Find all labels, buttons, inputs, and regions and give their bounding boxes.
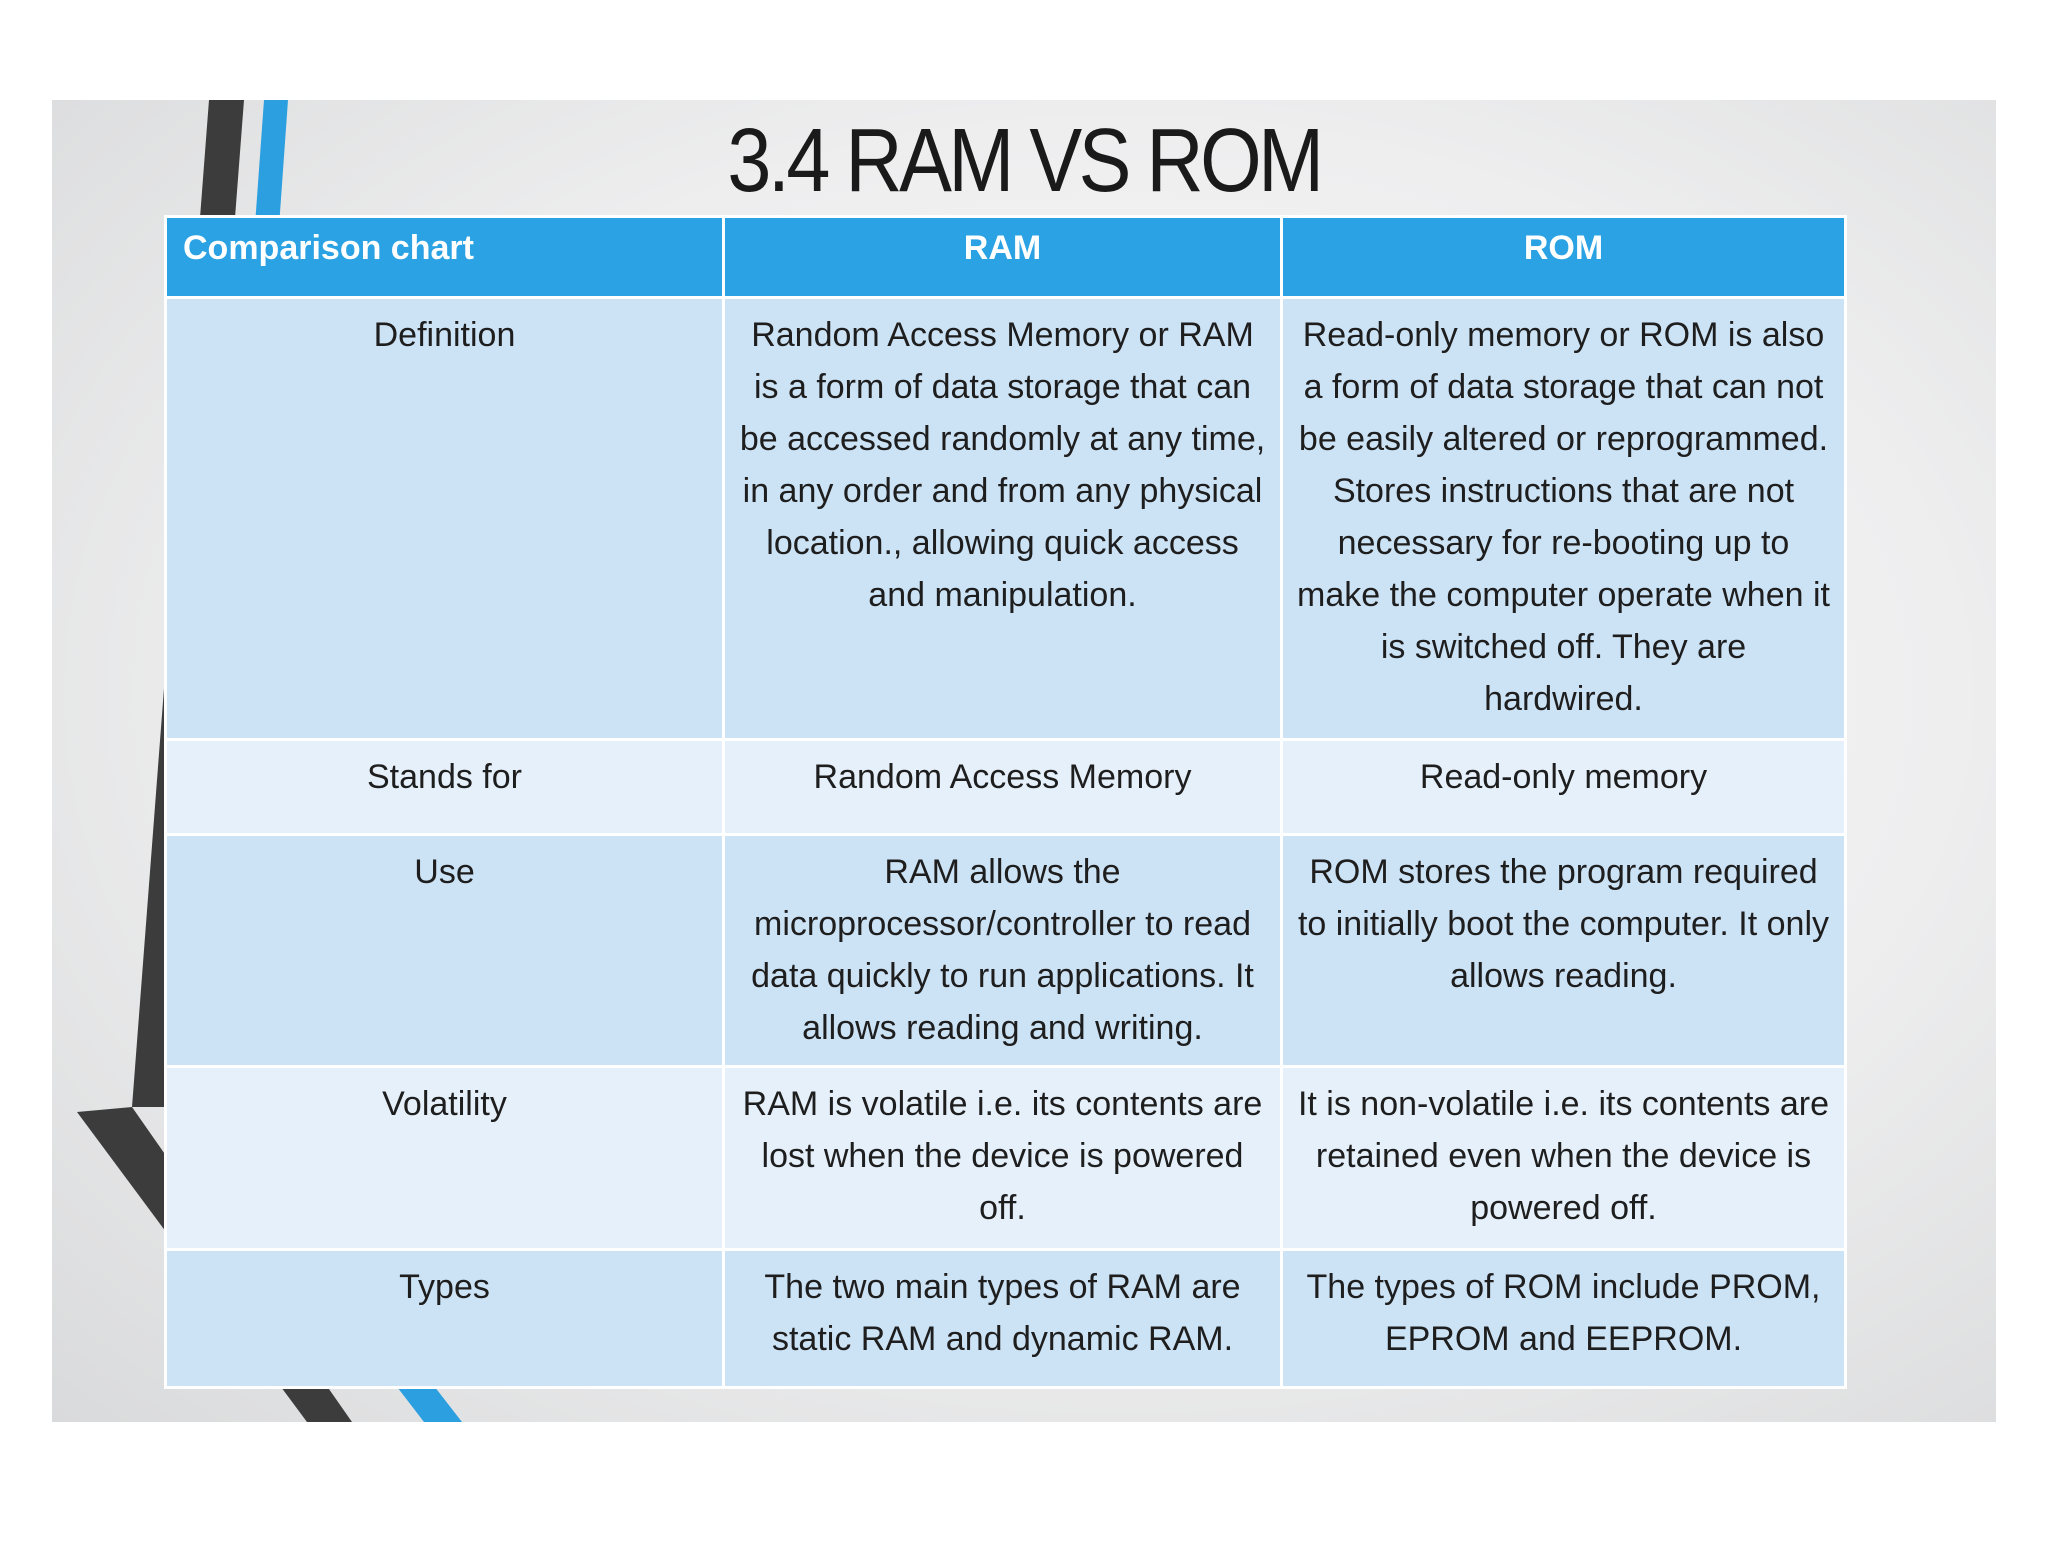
rom-cell: Read-only memory	[1282, 740, 1846, 835]
table-header-row	[166, 217, 1846, 298]
ram-cell: Random Access Memory	[724, 740, 1282, 835]
header-rom: ROM	[1282, 217, 1846, 298]
rom-cell: ROM stores the program required to initially boot the computer. It only allows reading.	[1282, 835, 1846, 1067]
table-row	[166, 835, 1846, 1067]
ram-cell: RAM is volatile i.e. its contents are lost when the device is powered off.	[724, 1067, 1282, 1250]
ram-cell: RAM allows the microprocessor/controller to read data quickly to run applications. It allows reading and writing.	[724, 835, 1282, 1067]
slide-title: 3.4 RAM VS ROM	[727, 111, 1321, 211]
row-label: Volatility	[166, 1067, 724, 1250]
rom-cell: Read-only memory or ROM is also a form of data storage that can not be easily altered or reprogrammed. Stores instructions that are not necessary for re-booting up to make the computer operate when it is switched off. They are hardwired.	[1282, 298, 1846, 740]
row-label: Stands for	[166, 740, 724, 835]
table-row	[166, 740, 1846, 835]
header-comparison-chart: Comparison chart	[166, 217, 724, 298]
table-row	[166, 1067, 1846, 1250]
ram-cell: Random Access Memory or RAM is a form of data storage that can be accessed randomly at any time, in any order and from any physical location., allowing quick access and manipulation.	[724, 298, 1282, 740]
rom-cell: The types of ROM include PROM, EPROM and EEPROM.	[1282, 1250, 1846, 1388]
table-row	[166, 298, 1846, 740]
slide	[52, 100, 1996, 1422]
header-ram: RAM	[724, 217, 1282, 298]
row-label: Use	[166, 835, 724, 1067]
row-label: Types	[166, 1250, 724, 1388]
ram-cell: The two main types of RAM are static RAM and dynamic RAM.	[724, 1250, 1282, 1388]
table-row	[166, 1250, 1846, 1388]
rom-cell: It is non-volatile i.e. its contents are retained even when the device is powered off.	[1282, 1067, 1846, 1250]
comparison-table	[164, 215, 1847, 1389]
row-label: Definition	[166, 298, 724, 740]
